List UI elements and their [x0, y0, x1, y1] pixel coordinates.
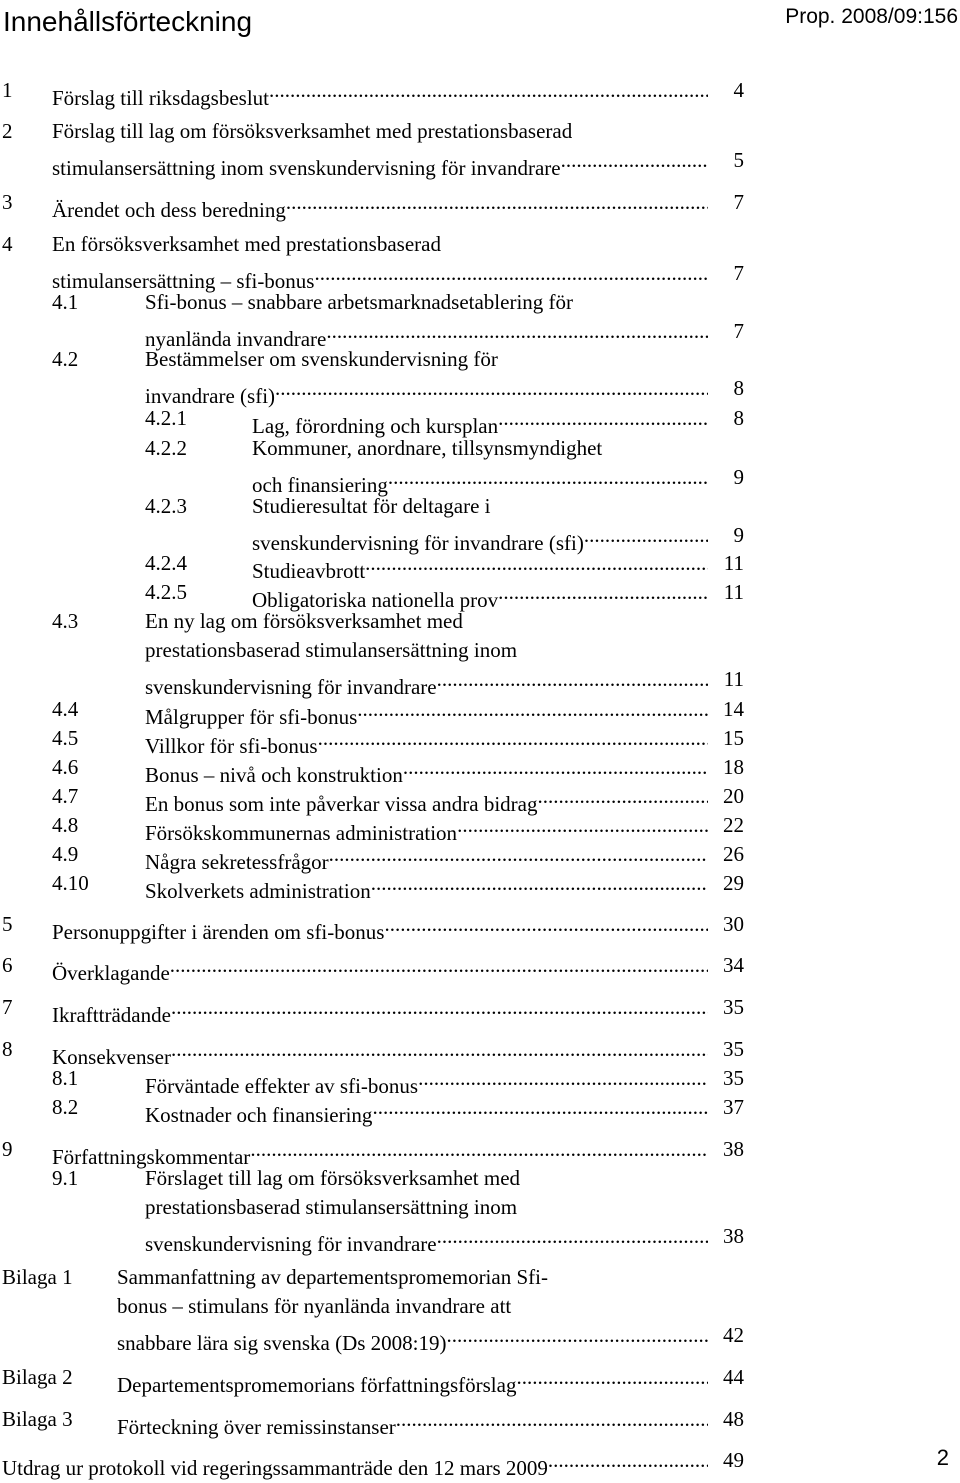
- proposition-number: Prop. 2008/09:156: [785, 5, 958, 28]
- toc-entry-number: 1: [2, 78, 13, 102]
- toc-entry-title-line: [52, 117, 572, 146]
- toc-entry-number: 4.1: [52, 290, 79, 314]
- toc-entry-title-line: [145, 345, 498, 374]
- toc-entry-title-line: [145, 1193, 517, 1222]
- toc-entry-title-line: [145, 288, 573, 317]
- dot-leader: [314, 259, 708, 288]
- toc-entry-title-line: [145, 1222, 708, 1259]
- dot-leader: [171, 1035, 708, 1064]
- toc-entry-title-text: Skolverkets administration: [145, 879, 371, 903]
- toc-entry-number: 4.3: [52, 609, 79, 633]
- dot-leader: [286, 188, 708, 217]
- toc-entry-page: 7: [733, 261, 744, 285]
- toc-entry-title-line: [252, 434, 602, 463]
- toc-entry-number: 2: [2, 119, 13, 143]
- toc-entry-title-text: Förväntade effekter av sfi-bonus: [145, 1074, 419, 1098]
- toc-entry-page: 37: [723, 1095, 744, 1119]
- toc-entry-title-text: stimulansersättning – sfi-bonus: [52, 269, 315, 293]
- toc-entry-title-text: svenskundervisning för invandrare: [145, 1232, 437, 1256]
- toc-entry-number: 6: [2, 953, 13, 977]
- toc-entry-number: 8.1: [52, 1066, 79, 1090]
- toc-entry-number: 9.1: [52, 1166, 79, 1190]
- toc-entry-title-text: Förteckning över remissinstanser: [117, 1415, 396, 1439]
- toc-entry-title-text: Ärendet och dess beredning: [52, 198, 286, 222]
- toc-entry-page: 38: [723, 1137, 744, 1161]
- toc-entry-title-text: Förslag till riksdagsbeslut: [52, 86, 269, 110]
- toc-entry-number: 4.2: [52, 347, 79, 371]
- toc-entry-title-line: [2, 1446, 708, 1483]
- dot-leader: [269, 76, 708, 105]
- toc-entry-title-text: Bonus – nivå och konstruktion: [145, 763, 403, 787]
- toc-entry-page: 20: [723, 784, 744, 808]
- toc-entry-number: 4.9: [52, 842, 79, 866]
- dot-leader: [498, 578, 708, 607]
- dot-leader: [388, 463, 708, 492]
- toc-entry-title-text: Kostnader och finansiering: [145, 1103, 373, 1127]
- toc-entry-title-line: [52, 188, 708, 225]
- toc-entry-number: 5: [2, 912, 13, 936]
- toc-entry-page: 34: [723, 953, 744, 977]
- dot-leader: [318, 724, 708, 753]
- toc-entry-title-line: [145, 1093, 708, 1130]
- toc-entry-title-text: Kommuner, anordnare, tillsynsmyndighet: [252, 436, 603, 460]
- toc-entry-title-text: Departementspromemorians författningsförslag: [117, 1373, 517, 1397]
- toc-entry-number: 4.6: [52, 755, 79, 779]
- dot-leader: [437, 665, 708, 694]
- toc-entry-page: 22: [723, 813, 744, 837]
- toc-entry-number: 8: [2, 1037, 13, 1061]
- toc-entry-title-text: Lag, förordning och kursplan: [252, 414, 499, 438]
- dot-leader: [516, 1363, 708, 1392]
- toc-entry-page: 49: [723, 1448, 744, 1472]
- dot-leader: [437, 1222, 708, 1251]
- toc-entry-title-line: [117, 1405, 708, 1442]
- toc-entry-title-text: Överklagande: [52, 961, 170, 985]
- toc-entry-title-line: [52, 951, 708, 988]
- toc-entry-page: 30: [723, 912, 744, 936]
- toc-entry-title-text: Sammanfattning av departementspromemorian Sfi-: [117, 1265, 548, 1289]
- toc-entry-page: 4: [733, 78, 744, 102]
- dot-leader: [371, 869, 708, 898]
- toc-entry-number: Bilaga 1: [2, 1265, 73, 1289]
- toc-entry-title-text: Obligatoriska nationella prov: [252, 588, 499, 612]
- dot-leader: [384, 910, 708, 939]
- toc-entry-title-line: [252, 492, 491, 521]
- toc-entry-page: 35: [723, 1037, 744, 1061]
- toc-entry-title-line: [117, 1292, 511, 1321]
- dot-leader: [403, 753, 708, 782]
- toc-entry-page: 42: [723, 1323, 744, 1347]
- dot-leader: [457, 811, 708, 840]
- toc-entry-number: 4.10: [52, 871, 89, 895]
- toc-entry-number: 4.8: [52, 813, 79, 837]
- dot-leader: [365, 549, 708, 578]
- toc-entry-title-line: [145, 607, 463, 636]
- toc-entry-page: 15: [723, 726, 744, 750]
- toc-entry-title-text: Ikraftträdande: [52, 1003, 171, 1027]
- dot-leader: [447, 1321, 708, 1350]
- toc-entry-number: 3: [2, 190, 13, 214]
- toc-entry-page: 38: [723, 1224, 744, 1248]
- toc-entry-title-text: En försöksverksamhet med prestationsbaserad: [52, 232, 441, 256]
- toc-entry-page: 9: [733, 523, 744, 547]
- toc-entry-title-text: svenskundervisning för invandrare: [145, 675, 437, 699]
- toc-entry-number: 4.2.1: [145, 406, 187, 430]
- toc-entry-page: 35: [723, 995, 744, 1019]
- toc-entry-number: Bilaga 2: [2, 1365, 73, 1389]
- toc-entry-number: 8.2: [52, 1095, 79, 1119]
- toc-entry-page: 48: [723, 1407, 744, 1431]
- toc-entry-page: 7: [733, 319, 744, 343]
- toc-entry-title-text: En bonus som inte påverkar vissa andra bidrag: [145, 792, 538, 816]
- toc-entry-page: 11: [723, 580, 744, 604]
- page-number: 2: [936, 1445, 949, 1470]
- toc-entry-title-line: [52, 76, 708, 113]
- toc-entry-title-text: och finansiering: [252, 473, 388, 497]
- dot-leader: [561, 146, 708, 175]
- toc-entry-title-text: Studieresultat för deltagare i: [252, 494, 491, 518]
- dot-leader: [171, 993, 708, 1022]
- toc-entry-title-text: En ny lag om försöksverksamhet med: [145, 609, 463, 633]
- toc-entry-page: 44: [723, 1365, 744, 1389]
- toc-entry-title-text: nyanlända invandrare: [145, 327, 327, 351]
- dot-leader: [584, 521, 708, 550]
- toc-entry-title-text: stimulansersättning inom svenskundervisning för invandrare: [52, 156, 561, 180]
- toc-entry-title-text: Studieavbrott: [252, 559, 366, 583]
- toc-entry-title-text: bonus – stimulans för nyanlända invandrare att: [117, 1294, 512, 1318]
- dot-leader: [170, 951, 708, 980]
- toc-entry-page: 11: [723, 667, 744, 691]
- toc-entry-title-text: Förslag till lag om försöksverksamhet med prestationsbaserad: [52, 119, 573, 143]
- toc-entry-title-text: Förslaget till lag om försöksverksamhet med: [145, 1166, 521, 1190]
- toc-entry-title-text: prestationsbaserad stimulansersättning inom: [145, 638, 518, 662]
- toc-entry-page: 18: [723, 755, 744, 779]
- toc-entry-title-line: [52, 993, 708, 1030]
- toc-entry-page: 11: [723, 551, 744, 575]
- toc-heading: Innehållsförteckning: [3, 6, 253, 37]
- toc-entry-title-text: Sfi-bonus – snabbare arbetsmarknadsetablering för: [145, 290, 574, 314]
- dot-leader: [548, 1446, 708, 1475]
- toc-entry-page: 14: [723, 697, 744, 721]
- dot-leader: [326, 317, 708, 346]
- toc-entry-number: 9: [2, 1137, 13, 1161]
- toc-entry-number: 4.2.5: [145, 580, 187, 604]
- toc-entry-title-text: prestationsbaserad stimulansersättning inom: [145, 1195, 518, 1219]
- toc-entry-title-line: [52, 230, 441, 259]
- toc-entry-number: 4.4: [52, 697, 79, 721]
- toc-entry-title-text: Konsekvenser: [52, 1045, 171, 1069]
- toc-entry-number: 4: [2, 232, 13, 256]
- toc-entry-title-text: snabbare lära sig svenska (Ds 2008:19): [117, 1331, 447, 1355]
- dot-leader: [396, 1405, 708, 1434]
- toc-entry-page: 8: [733, 376, 744, 400]
- toc-entry-number: 4.7: [52, 784, 79, 808]
- toc-entry-page: 7: [733, 190, 744, 214]
- toc-entry-title-text: svenskundervisning för invandrare (sfi): [252, 531, 584, 555]
- toc-entry-title-text: Personuppgifter i ärenden om sfi-bonus: [52, 920, 385, 944]
- dot-leader: [250, 1135, 708, 1164]
- toc-entry-title-text: Några sekretessfrågor: [145, 850, 329, 874]
- toc-entry-title-line: [117, 1321, 708, 1358]
- toc-entry-title-text: Försökskommunernas administration: [145, 821, 458, 845]
- toc-entry-title-line: [145, 1164, 520, 1193]
- toc-entry-title-line: [117, 1363, 708, 1400]
- toc-entry-title-text: Bestämmelser om svenskundervisning för: [145, 347, 498, 371]
- toc-entry-number: Bilaga 3: [2, 1407, 73, 1431]
- toc-entry-title-line: [145, 636, 517, 665]
- toc-entry-page: 26: [723, 842, 744, 866]
- toc-entry-title-line: [145, 869, 708, 906]
- toc-entry-title-text: Utdrag ur protokoll vid regeringssammanträde den 12 mars 2009: [2, 1456, 548, 1480]
- toc-entry-page: 5: [733, 148, 744, 172]
- toc-entry-title-text: invandrare (sfi): [145, 384, 276, 408]
- toc-entry-number: 7: [2, 995, 13, 1019]
- toc-entry-title-line: [52, 146, 708, 183]
- toc-entry-page: 35: [723, 1066, 744, 1090]
- toc-entry-title-text: Villkor för sfi-bonus: [145, 734, 318, 758]
- dot-leader: [537, 782, 708, 811]
- dot-leader: [418, 1064, 708, 1093]
- toc-entry-page: 8: [733, 406, 744, 430]
- dot-leader: [498, 404, 708, 433]
- toc-entry-title-text: Författningskommentar: [52, 1145, 251, 1169]
- toc-entry-title-line: [52, 910, 708, 947]
- toc-entry-number: 4.2.2: [145, 436, 187, 460]
- toc-entry-number: 4.2.3: [145, 494, 187, 518]
- dot-leader: [372, 1093, 708, 1122]
- toc-entry-number: 4.2.4: [145, 551, 187, 575]
- toc-entry-page: 9: [733, 465, 744, 489]
- dot-leader: [329, 840, 708, 869]
- toc-entry-number: 4.5: [52, 726, 79, 750]
- toc-entry-title-text: Målgrupper för sfi-bonus: [145, 705, 358, 729]
- dot-leader: [275, 374, 708, 403]
- toc-entry-title-line: [117, 1263, 548, 1292]
- toc-entry-page: 29: [723, 871, 744, 895]
- dot-leader: [357, 695, 708, 724]
